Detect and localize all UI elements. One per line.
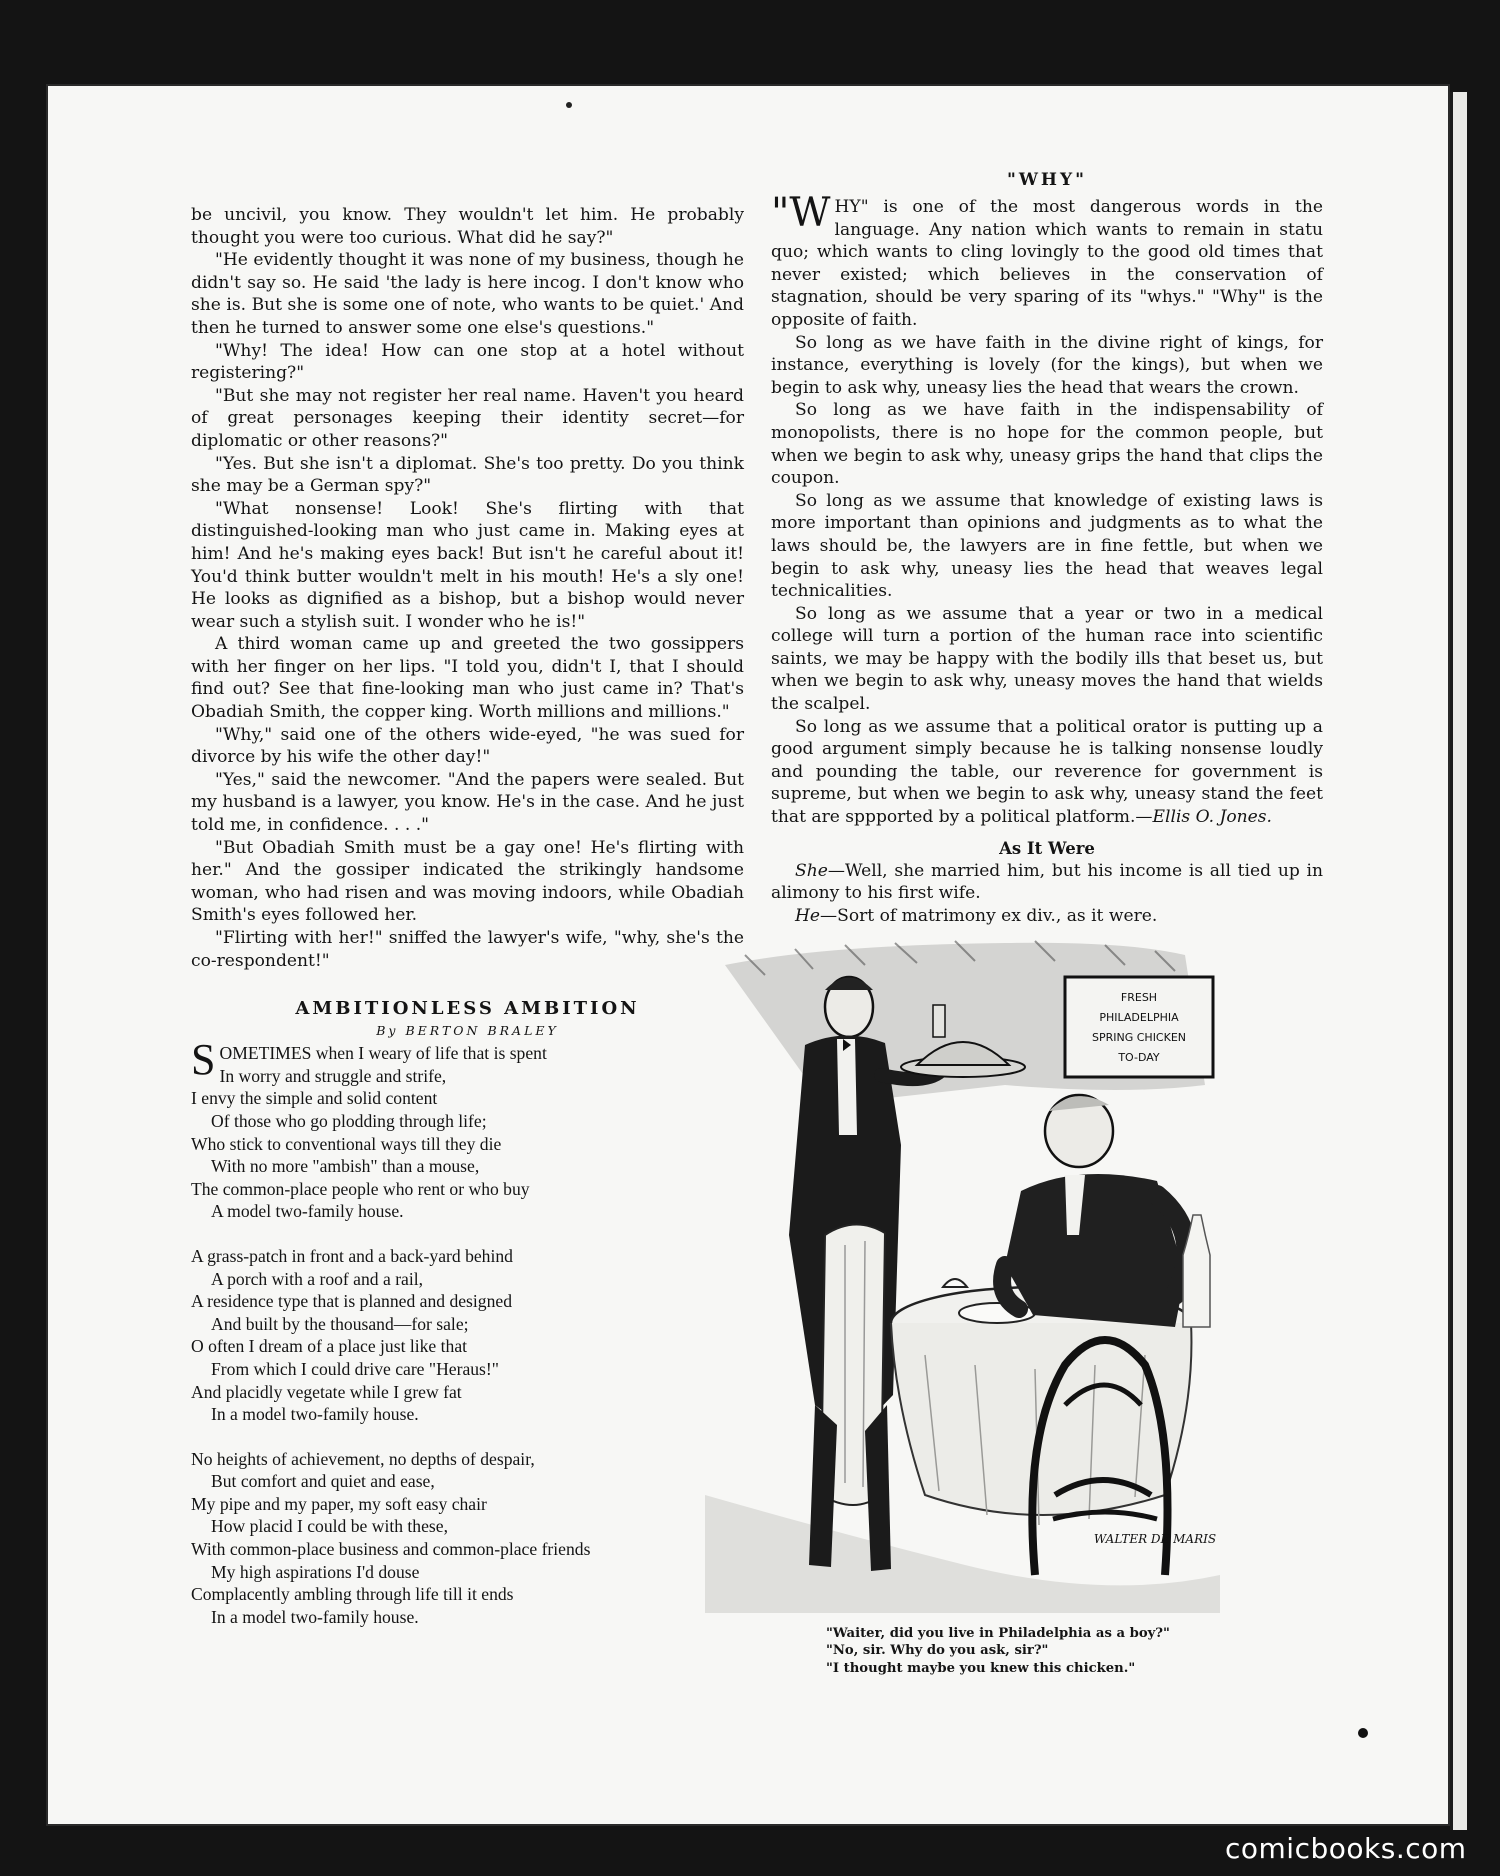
story-paragraph: be uncivil, you know. They wouldn't let him. He probably thought you were too curious. What did he say?" [191, 205, 744, 248]
poem-line: Of those who go plodding through life; [211, 1110, 487, 1131]
poem-line: And placidly vegetate while I grew fat [191, 1381, 462, 1402]
poem-line: The common-place people who rent or who buy [191, 1178, 530, 1199]
poem-line: Who stick to conventional ways till they die [191, 1133, 502, 1154]
joke-line-he: He—Sort of matrimony ex div., as it were. [795, 905, 1158, 926]
poem-title: AMBITIONLESS AMBITION [295, 998, 640, 1020]
sign-line: PHILADELPHIA [1099, 1011, 1179, 1024]
poem-stanza-3 [191, 1448, 744, 1629]
sign-line: SPRING CHICKEN [1091, 1031, 1187, 1044]
poem-line: With common-place business and common-place friends [191, 1539, 591, 1560]
drop-cap: S [191, 1035, 216, 1085]
why-paragraph: So long as we have faith in the divine right of kings, for instance, everything is lovely (for the kings), but when we begin to ask why, uneasy lies the head that wears the crown. [771, 332, 1323, 398]
why-first-paragraph: "WHY" is one of the most dangerous words in the language. Any nation which wants to remain in statu quo; which wants to cling lovingly to the good old times that never existed; which believes in the conservation of stagnation, should be very sparing of its "whys." "Why" is the opposite of faith. [771, 190, 1323, 330]
story-paragraph: "Yes," said the newcomer. "And the papers were sealed. But my husband is a lawyer, you know. He's in the case. And he just told me, in confidence. . . ." [191, 769, 744, 836]
caption-line: "Waiter, did you live in Philadelphia as a boy?" [826, 1626, 1170, 1641]
poem-stanza-2 [191, 1245, 744, 1426]
story-paragraph: "Why! The idea! How can one stop at a hotel without registering?" [191, 340, 744, 384]
story-continuation [191, 204, 744, 972]
story-paragraph: A third woman came up and greeted the two gossippers with her finger on her lips. "I told you, didn't I, that I should find out? See that fine-looking man who just came in? That's Obadiah Smith, the copper king. Worth millions and millions." [191, 634, 744, 723]
site-watermark: comicbooks.com [1225, 1832, 1467, 1865]
story-paragraph: "Why," said one of the others wide-eyed, "he was sued for divorce by his wife the other day!" [191, 724, 744, 768]
sign-line: TO-DAY [1118, 1051, 1160, 1064]
right-column [771, 170, 1323, 927]
why-article-title: "WHY" [1006, 170, 1087, 190]
poem-line: In a model two-family house. [211, 1606, 419, 1627]
poem-line: A residence type that is planned and designed [191, 1291, 512, 1312]
poem-line: No heights of achievement, no depths of despair, [191, 1448, 535, 1469]
as-it-were-title: As It Were [999, 838, 1095, 858]
story-paragraph: "But Obadiah Smith must be a gay one! He's flirting with her." And the gossiper indicated the strikingly handsome woman, who had risen and was moving indoors, while Obadiah Smith's eyes followed her. [191, 837, 744, 926]
poem-line: My pipe and my paper, my soft easy chair [191, 1493, 487, 1514]
poem-line: Complacently ambling through life till it ends [191, 1584, 514, 1605]
article-author: Ellis O. Jones. [1152, 807, 1272, 828]
story-paragraph: "Flirting with her!" sniffed the lawyer's wife, "why, she's the co-respondent!" [191, 928, 744, 971]
poem [191, 1035, 744, 1628]
artist-signature: WALTER DE MARIS [1093, 1532, 1217, 1546]
restaurant-sign [1065, 977, 1213, 1077]
poem-line: I envy the simple and solid content [191, 1088, 438, 1109]
why-paragraph: So long as we assume that a political orator is putting up a good argument simply because he is talking nonsense loudly and pounding the table, our reverence for government is supreme, but when we begin to ask why, uneasy stand the feet that are sppported by a political platform.—Ellis O. Jones. [771, 716, 1323, 828]
poem-line: How placid I could be with these, [211, 1516, 448, 1537]
poem-byline: By BERTON BRALEY [376, 1023, 559, 1039]
poem-line: O often I dream of a place just like that [191, 1336, 468, 1357]
story-paragraph: "He evidently thought it was none of my business, though he didn't say so. He said 'the lady is here incog. I don't know who she is. But she is some one of note, who wants to be quiet.' And then he turned to answer some one else's questions." [191, 250, 744, 338]
story-paragraph: "But she may not register her real name. Haven't you heard of great personages keeping their identity secret—for diplomatic or other reasons?" [191, 385, 744, 451]
why-paragraph: So long as we assume that a year or two in a medical college will turn a portion of the human race into scientific saints, we may be happy with the bodily ills that beset us, but when we begin to ask why, uneasy moves the hand that wields the scalpel. [771, 603, 1323, 715]
story-paragraph: "What nonsense! Look! She's flirting with that distinguished-looking man who just came in. Making eyes at him! And he's making eyes back! But isn't he careful about it! You'd think butter wouldn't melt in his mouth! He's a sly one! He looks as dignified as a bishop, but a bishop would never wear such a stylish suit. I wonder who he is!" [191, 498, 744, 632]
page-speck-bottom [1358, 1728, 1368, 1738]
why-paragraph: So long as we assume that knowledge of existing laws is more important than opinions and judgments as to what the laws should be, the lawyers are in fine fettle, but when we begin to ask why, uneasy lies the head that weaves legal technicalities. [771, 490, 1323, 602]
story-paragraph: "Yes. But she isn't a diplomat. She's too pretty. Do you think she may be a German spy?" [191, 453, 744, 497]
caption-line: "I thought maybe you knew this chicken." [826, 1660, 1136, 1676]
drop-cap: "W [771, 190, 831, 236]
poem-line: A model two-family house. [211, 1201, 404, 1222]
poem-line: In a model two-family house. [211, 1404, 419, 1425]
left-column [191, 204, 744, 1650]
poem-line: A grass-patch in front and a back-yard behind [191, 1245, 513, 1266]
page-speck [566, 102, 572, 108]
poem-line: In worry and struggle and strife, [219, 1065, 447, 1086]
poem-line: With no more "ambish" than a mouse, [211, 1156, 480, 1177]
why-paragraph: So long as we have faith in the indispensability of monopolists, there is no hope for the common people, but when we begin to ask why, uneasy grips the hand that clips the coupon. [771, 400, 1323, 489]
poem-line: And built by the thousand—for sale; [211, 1313, 469, 1334]
next-page-edge [1450, 92, 1467, 1830]
caption-line: "No, sir. Why do you ask, sir?" [826, 1643, 1049, 1659]
cartoon-caption [826, 1625, 1246, 1677]
joke-line-she: She—Well, she married him, but his income is all tied up in alimony to his first wife. [771, 860, 1323, 904]
poem-line: My high aspirations I'd douse [211, 1561, 420, 1582]
poem-line: From which I could drive care "Heraus!" [211, 1358, 499, 1379]
poem-line: A porch with a roof and a rail, [211, 1268, 424, 1289]
diner-figure [1002, 1095, 1186, 1327]
cartoon-illustration [705, 935, 1220, 1613]
poem-line: But comfort and quiet and ease, [211, 1471, 435, 1492]
poem-line: OMETIMES when I weary of life that is spent [219, 1043, 547, 1064]
sign-line: FRESH [1120, 991, 1158, 1004]
poem-stanza-1 [191, 1035, 744, 1223]
